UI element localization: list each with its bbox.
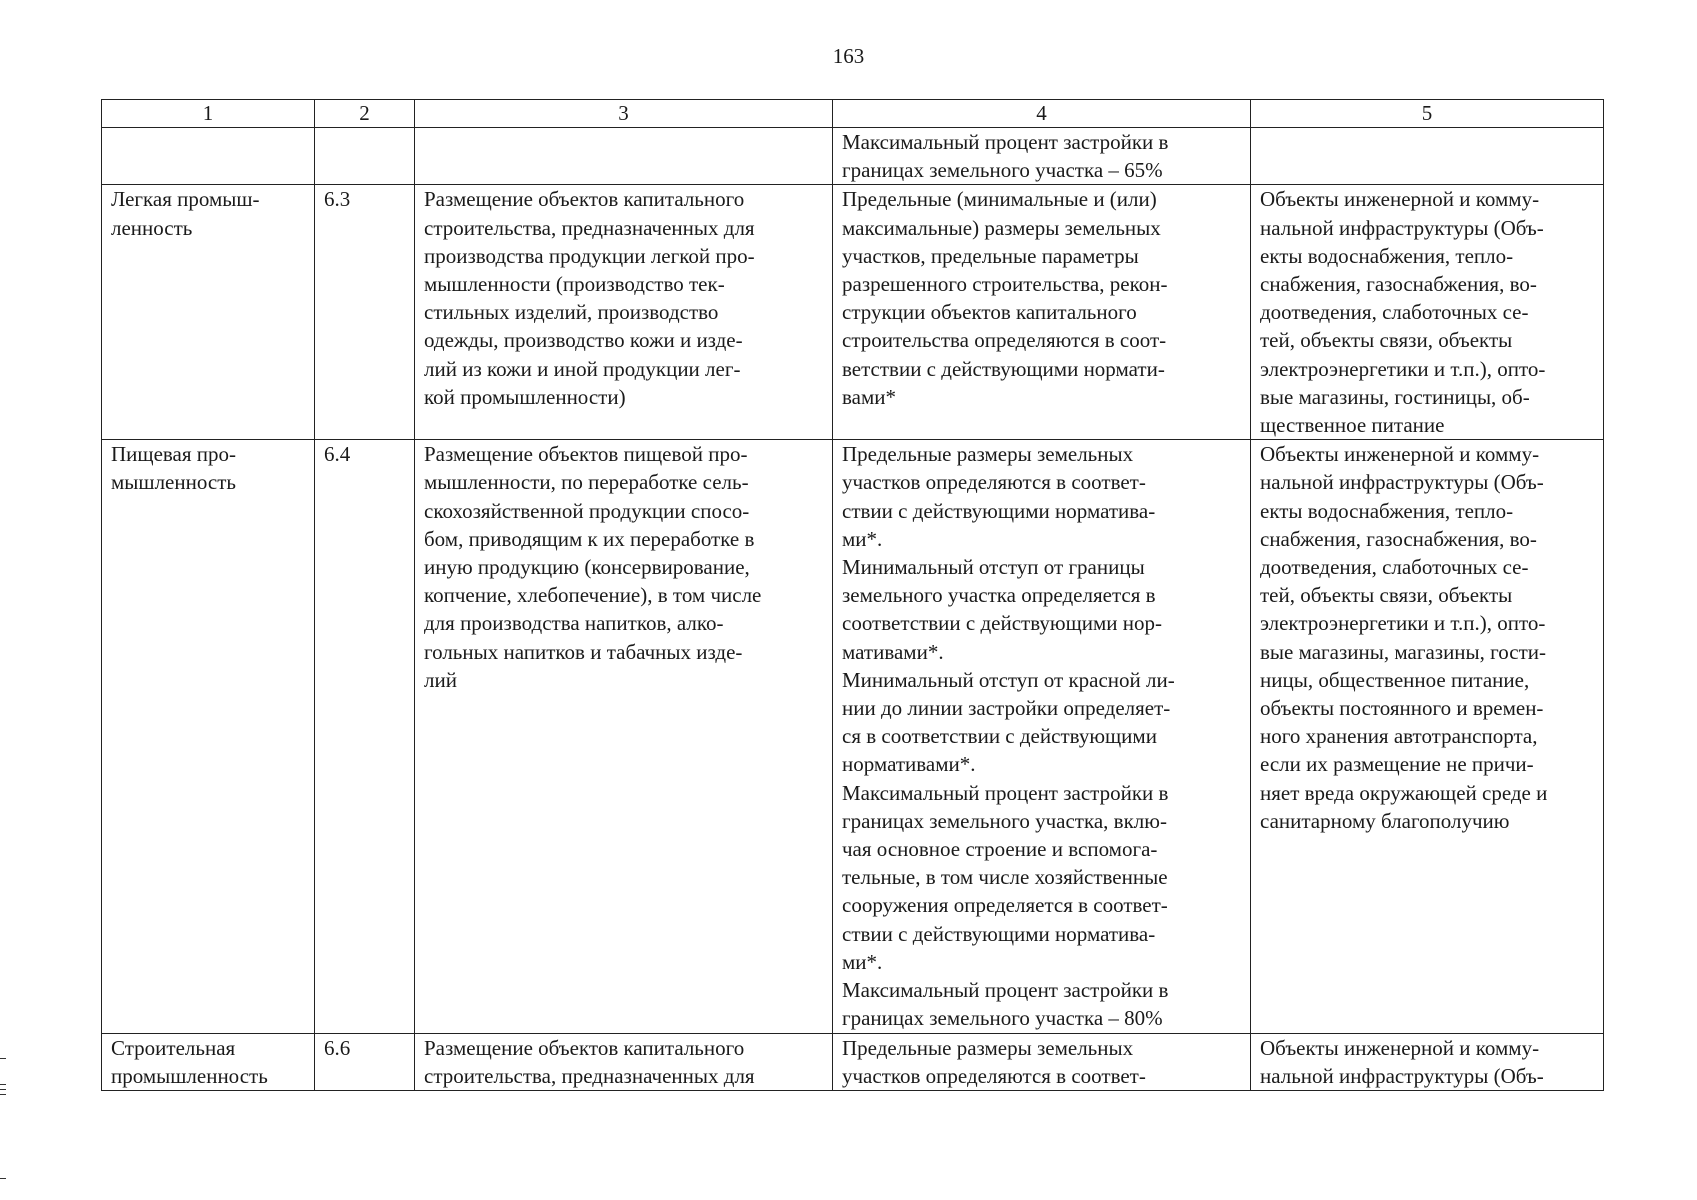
parameters-cell: Предельные размеры земельных участков определяются в соответ- [833,1033,1251,1090]
use-code-cell: 6.4 [315,440,415,1033]
margin-mark [0,1058,6,1059]
column-header: 4 [833,100,1251,128]
use-description-cell: Размещение объектов капитального строительства, предназначенных для производства продукции легкой про- мышленности (производство тек- стильных изделий, производство одежды, производство кожи и изде- лий из кожи и иной продукции лег- кой промышленности) [415,185,833,440]
use-name-cell: Легкая промыш- ленность [102,185,315,440]
column-header: 2 [315,100,415,128]
parameters-cell: Предельные (минимальные и (или) максимальные) размеры земельных участков, предельные параметры разрешенного строительства, рекон- струкции объектов капитального строительства определяются в соот- ветствии с действующими нормати- вами* [833,185,1251,440]
use-name-cell [102,128,315,185]
use-description-cell [415,128,833,185]
auxiliary-uses-cell: Объекты инженерной и комму- нальной инфраструктуры (Объ- екты водоснабжения, тепло- снабжения, газоснабжения, во- доотведения, слаботочных се- тей, объекты связи, объекты электроэнергетики и т.п.), опто- вые магазины, магазины, гости- ницы, общественное питание, объекты постоянного и времен- ного хранения автотранспорта, если их размещение не причи- няет вреда окружающей среде и санитарному благополучию [1251,440,1604,1033]
margin-mark [0,1178,6,1179]
table-row [102,440,1604,1033]
parameters-cell: Предельные размеры земельных участков определяются в соответ- ствии с действующими норматива- ми*. Минимальный отступ от границы земельного участка определяется в соответствии с действующими нор- мативами*. Минимальный отступ от красной ли- нии до линии застройки определяет- ся в соответствии с действующими нормативами*. Максимальный процент застройки в границах земельного участка, вклю- чая основное строение и вспомога- тельные, в том числе хозяйственные сооружения определяется в соответ- ствии с действующими норматива- ми*. Максимальный процент застройки в границах земельного участка – 80% [833,440,1251,1033]
zoning-table [101,99,1604,1091]
use-code-cell: 6.6 [315,1033,415,1090]
parameters-cell: Максимальный процент застройки в границах земельного участка – 65% [833,128,1251,185]
margin-mark [0,1089,6,1090]
use-name-cell: Пищевая про- мышленность [102,440,315,1033]
use-description-cell: Размещение объектов капитального строительства, предназначенных для [415,1033,833,1090]
auxiliary-uses-cell [1251,128,1604,185]
column-header: 1 [102,100,315,128]
auxiliary-uses-cell: Объекты инженерной и комму- нальной инфраструктуры (Объ- екты водоснабжения, тепло- снабжения, газоснабжения, во- доотведения, слаботочных се- тей, объекты связи, объекты электроэнергетики и т.п.), опто- вые магазины, гостиницы, об- щественное питание [1251,185,1604,440]
margin-mark [0,1094,6,1095]
use-code-cell [315,128,415,185]
column-header: 3 [415,100,833,128]
use-name-cell: Строительная промышленность [102,1033,315,1090]
page-number: 163 [832,44,865,68]
margin-mark [0,1084,6,1085]
table-header-row [102,100,1604,128]
auxiliary-uses-cell: Объекты инженерной и комму- нальной инфраструктуры (Объ- [1251,1033,1604,1090]
use-code-cell: 6.3 [315,185,415,440]
column-header: 5 [1251,100,1604,128]
table-row [102,1033,1604,1090]
use-description-cell: Размещение объектов пищевой про- мышленности, по переработке сель- скохозяйственной продукции спосо- бом, приводящим к их переработке в иную продукцию (консервирование, копчение, хлебопечение), в том числе для производства напитков, алко- гольных напитков и табачных изде- лий [415,440,833,1033]
table-row [102,185,1604,440]
table-row [102,128,1604,185]
